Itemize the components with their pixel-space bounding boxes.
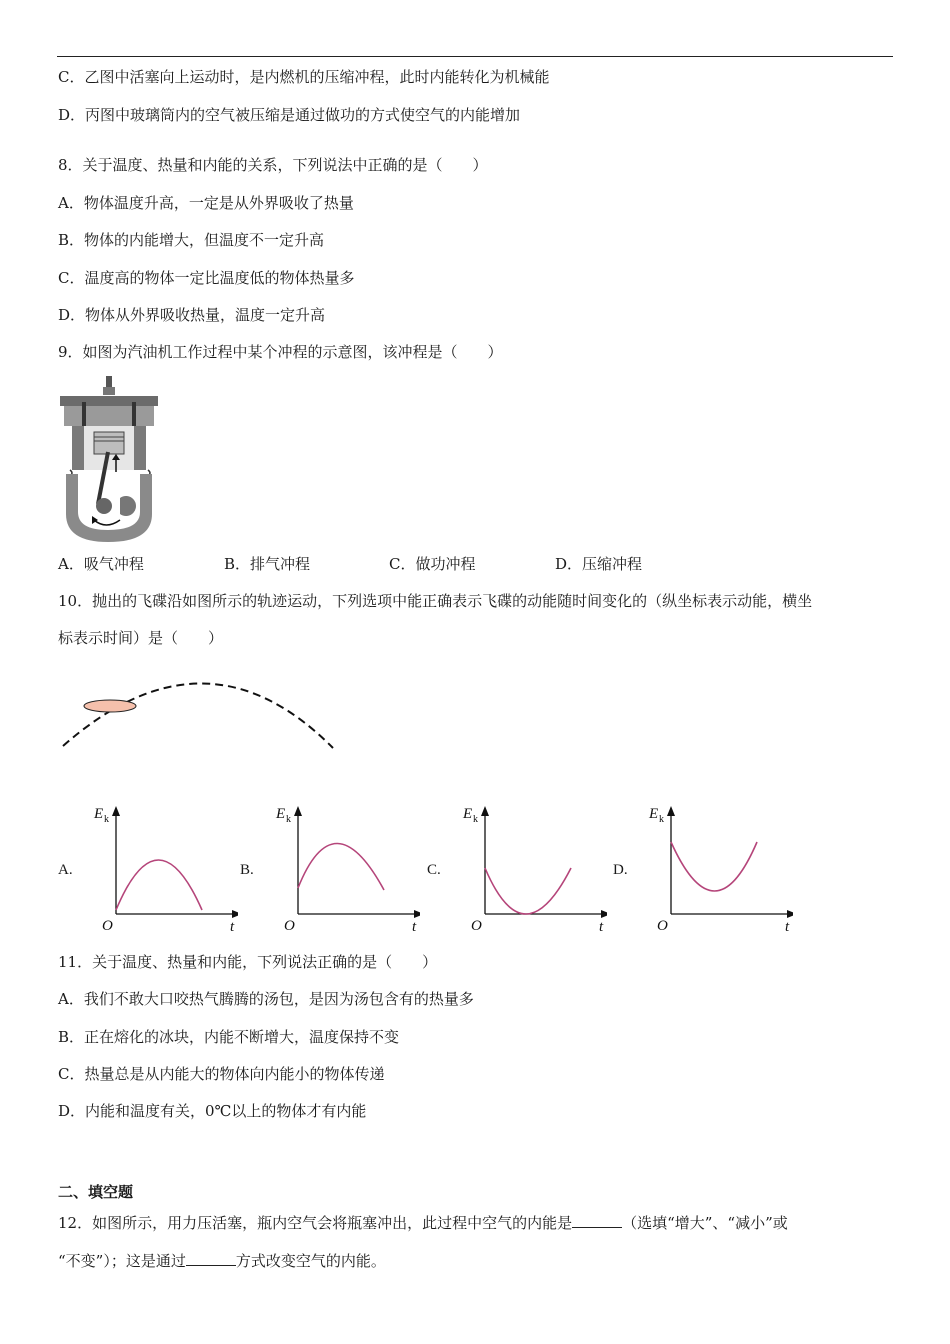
q9-stem: 9．如图为汽油机工作过程中某个冲程的示意图，该冲程是（ ）	[58, 343, 503, 361]
q10-stem-line2: 标表示时间）是（ ）	[58, 629, 224, 647]
q11-option-a: A．我们不敢大口咬热气腾腾的汤包，是因为汤包含有的热量多	[58, 990, 474, 1008]
x-axis-arrow	[414, 910, 420, 918]
graph-option-label: B.	[240, 862, 254, 878]
q12-blank-1[interactable]	[572, 1213, 622, 1228]
ek-curve	[485, 868, 571, 914]
y-axis-label: E	[276, 806, 286, 822]
q9-option-c: C．做功冲程	[389, 555, 476, 573]
x-axis-arrow	[601, 910, 607, 918]
q9-option-d: D．压缩冲程	[555, 555, 643, 573]
q8-option-d: D．物体从外界吸收热量，温度一定升高	[58, 306, 326, 324]
q12-text-2a: “不变”）；这是通过	[58, 1252, 186, 1270]
y-axis-arrow	[112, 806, 120, 816]
q11-option-d: D．内能和温度有关，0℃以上的物体才有内能	[58, 1102, 367, 1120]
q11-option-c: C．热量总是从内能大的物体向内能小的物体传递	[58, 1065, 385, 1083]
origin-label: O	[471, 918, 482, 934]
header-rule	[57, 56, 893, 57]
ek-curve	[671, 842, 757, 891]
origin-label: O	[102, 918, 113, 934]
q9-option-a: A．吸气冲程	[58, 555, 144, 573]
x-axis-arrow	[232, 910, 238, 918]
ek-t-graph	[643, 800, 793, 940]
frisbee-trajectory	[58, 660, 348, 760]
q7-option-d: D．丙图中玻璃筒内的空气被压缩是通过做功的方式使空气的内能增加	[58, 106, 521, 124]
q12-text-2b: 方式改变空气的内能。	[235, 1252, 386, 1270]
q11-option-b: B．正在熔化的冰块，内能不断增大，温度保持不变	[58, 1028, 400, 1046]
q12-stem-line1	[58, 1213, 788, 1233]
x-axis-arrow	[787, 910, 793, 918]
y-axis-arrow	[294, 806, 302, 816]
q8-option-a: A．物体温度升高，一定是从外界吸收了热量	[58, 194, 354, 212]
q8-option-b: B．物体的内能增大，但温度不一定升高	[58, 231, 325, 249]
q11-stem: 11．关于温度、热量和内能，下列说法正确的是（ ）	[58, 953, 438, 971]
q9-option-b: B．排气冲程	[224, 555, 311, 573]
graph-option-label: D.	[613, 862, 628, 878]
y-axis-label: E	[463, 806, 473, 822]
y-axis-arrow	[481, 806, 489, 816]
q12-text-1a: 12．如图所示，用力压活塞，瓶内空气会将瓶塞冲出，此过程中空气的内能是	[58, 1214, 573, 1232]
y-axis-label-subscript: k	[473, 814, 478, 825]
q12-blank-2[interactable]	[186, 1251, 236, 1266]
graph-option-label: C.	[427, 862, 441, 878]
ek-t-graph	[88, 800, 238, 940]
origin-label: O	[284, 918, 295, 934]
y-axis-label: E	[649, 806, 659, 822]
y-axis-label-subscript: k	[659, 814, 664, 825]
section-title: 二、填空题	[58, 1183, 134, 1201]
origin-label: O	[657, 918, 668, 934]
ek-curve	[116, 860, 202, 910]
q12-stem-line2	[58, 1251, 386, 1271]
x-axis-label: t	[230, 919, 235, 935]
ek-t-graph	[457, 800, 607, 940]
q7-option-c: C．乙图中活塞向上运动时，是内燃机的压缩冲程，此时内能转化为机械能	[58, 68, 550, 86]
graph-option-label: A.	[58, 862, 73, 878]
q12-text-1b: （选填“增大”、“减小”或	[622, 1214, 788, 1232]
q8-stem: 8．关于温度、热量和内能的关系，下列说法中正确的是（ ）	[58, 156, 488, 174]
y-axis-label: E	[94, 806, 104, 822]
x-axis-label: t	[412, 919, 417, 935]
q8-option-c: C．温度高的物体一定比温度低的物体热量多	[58, 269, 355, 287]
y-axis-arrow	[667, 806, 675, 816]
ek-t-graph	[270, 800, 420, 940]
frisbee-disc	[84, 700, 136, 712]
y-axis-label-subscript: k	[286, 814, 291, 825]
dashed-parabola	[63, 683, 333, 748]
q10-stem-line1: 10．抛出的飞碟沿如图所示的轨迹运动，下列选项中能正确表示飞碟的动能随时间变化的（纵坐标表示动能，横坐	[58, 592, 813, 610]
y-axis-label-subscript: k	[104, 814, 109, 825]
x-axis-label: t	[599, 919, 604, 935]
gasoline-engine-icon	[58, 374, 160, 546]
ek-curve	[298, 843, 384, 890]
x-axis-label: t	[785, 919, 790, 935]
